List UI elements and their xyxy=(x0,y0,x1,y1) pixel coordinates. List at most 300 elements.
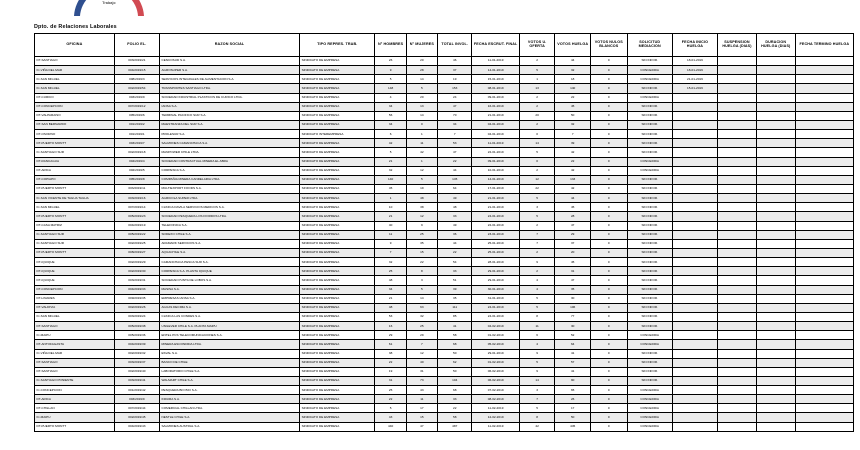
cell-votos_nulos: 0 xyxy=(590,376,627,385)
cell-n_hombres: 21 xyxy=(375,212,406,221)
cell-votos_huelga: 52 xyxy=(555,331,591,340)
cell-solicitud_med: SIN INFOR. xyxy=(627,57,672,66)
cell-n_mujeres: 35 xyxy=(406,239,437,248)
cell-n_hombres: 21 xyxy=(375,157,406,166)
cell-n_hombres: 9 xyxy=(375,66,406,75)
cell-razon_social: ARAMARK SERVICIOS S.A. xyxy=(159,239,299,248)
cell-votos_huelga: 133 xyxy=(555,175,591,184)
table-row xyxy=(35,367,854,376)
cell-fecha_inicio xyxy=(672,139,717,148)
cell-oficina: DT-ARICA xyxy=(35,395,115,404)
cell-oficina: IC-SAN VICENTE DE TAGUA TAGUA xyxy=(35,194,115,203)
cell-suspension xyxy=(718,349,757,358)
cell-n_mujeres: 20 xyxy=(406,93,437,102)
cell-razon_social: SODEXO CHILE S.A. xyxy=(159,230,299,239)
cell-tipo_repres: SINDICATO DE EMPRESA xyxy=(300,312,375,321)
cell-duracion xyxy=(756,294,795,303)
cell-n_hombres: 26 xyxy=(375,57,406,66)
cell-n_mujeres: 29 xyxy=(406,331,437,340)
cell-fecha_escrut: 28-01-2019 xyxy=(472,258,519,267)
cell-n_hombres: 45 xyxy=(375,184,406,193)
cell-fecha_escrut: 30-01-2019 xyxy=(472,285,519,294)
cell-tipo_repres: SINDICATO INTEREMPRESA xyxy=(300,130,375,139)
cell-n_mujeres: 38 xyxy=(406,203,437,212)
cell-fecha_escrut: 21-01-2019 xyxy=(472,203,519,212)
cell-solicitud_med: SIN INFOR. xyxy=(627,212,672,221)
cell-oficina: DT-CASA MATRIZ xyxy=(35,221,115,230)
cell-oficina: DT-IQUIQUE xyxy=(35,276,115,285)
cell-votos_huelga: 41 xyxy=(555,367,591,376)
cell-oficina: IC-CONCEPCION xyxy=(35,386,115,395)
cell-n_hombres: 53 xyxy=(375,312,406,321)
cell-fecha_termino xyxy=(795,422,853,431)
cell-oficina: DT-PUERTO MONTT xyxy=(35,184,115,193)
cell-votos_nulos: 0 xyxy=(590,102,627,111)
cell-votos_oferta: 2 xyxy=(519,221,555,230)
cell-solicitud_med: SIN INFOR. xyxy=(627,294,672,303)
cell-solicitud_med: CONCEDIDA xyxy=(627,404,672,413)
cell-votos_nulos: 0 xyxy=(590,57,627,66)
cell-tipo_repres: SINDICATO DE EMPRESA xyxy=(300,285,375,294)
cell-suspension xyxy=(718,66,757,75)
cell-folio: 005/2019/23 xyxy=(114,212,159,221)
cell-votos_oferta: 5 xyxy=(519,148,555,157)
cell-tipo_repres: SINDICATO DE EMPRESA xyxy=(300,102,375,111)
cell-fecha_termino xyxy=(795,166,853,175)
table-row xyxy=(35,349,854,358)
cell-fecha_inicio xyxy=(672,267,717,276)
cell-solicitud_med: CONCEDIDA xyxy=(627,93,672,102)
cell-tipo_repres: SINDICATO DE EMPRESA xyxy=(300,294,375,303)
cell-n_hombres: 440 xyxy=(375,422,406,431)
cell-votos_huelga: 30 xyxy=(555,322,591,331)
cell-fecha_escrut: 25-01-2019 xyxy=(472,239,519,248)
cell-total_invol: 54 xyxy=(437,258,471,267)
cell-solicitud_med: CONCEDIDA xyxy=(627,331,672,340)
cell-fecha_escrut: 25-01-2019 xyxy=(472,248,519,257)
cell-n_mujeres: 12 xyxy=(406,349,437,358)
cell-tipo_repres: SINDICATO DE EMPRESA xyxy=(300,139,375,148)
cell-votos_oferta: 5 xyxy=(519,303,555,312)
cell-solicitud_med: CONCEDIDA xyxy=(627,75,672,84)
cell-n_mujeres: 43 xyxy=(406,386,437,395)
cell-votos_nulos: 0 xyxy=(590,358,627,367)
cell-razon_social: MINERA ESCONDIDA LTDA. xyxy=(159,340,299,349)
cell-razon_social: AQUACHILE S.A. xyxy=(159,248,299,257)
cell-n_mujeres: 1 xyxy=(406,130,437,139)
cell-votos_oferta: 5 xyxy=(519,294,555,303)
cell-duracion xyxy=(756,404,795,413)
cell-total_invol: 50 xyxy=(437,349,471,358)
cell-suspension xyxy=(718,422,757,431)
cell-n_mujeres: 28 xyxy=(406,66,437,75)
cell-oficina: IC-VIÑA DEL MAR xyxy=(35,66,115,75)
cell-fecha_escrut: 07-02-2019 xyxy=(472,386,519,395)
cell-tipo_repres: SINDICATO DE EMPRESA xyxy=(300,349,375,358)
cell-votos_huelga: 32 xyxy=(555,120,591,129)
cell-duracion xyxy=(756,413,795,422)
cell-votos_huelga: 7 xyxy=(555,130,591,139)
cell-oficina: IC-SAN MIGUEL xyxy=(35,312,115,321)
cell-oficina: DT-CONCEPCION xyxy=(35,102,115,111)
cell-n_hombres: 6 xyxy=(375,130,406,139)
cell-votos_oferta: 5 xyxy=(519,212,555,221)
col-header-oficina: OFICINA xyxy=(35,34,115,57)
cell-tipo_repres: SINDICATO DE EMPRESA xyxy=(300,120,375,129)
cell-fecha_escrut: 11-01-2019 xyxy=(472,139,519,148)
table-row xyxy=(35,157,854,166)
cell-fecha_inicio xyxy=(672,258,717,267)
cell-n_mujeres: 1 xyxy=(406,157,437,166)
cell-oficina: DT-CHILLAN xyxy=(35,404,115,413)
cell-n_mujeres: 14 xyxy=(406,75,437,84)
cell-n_mujeres: 48 xyxy=(406,194,437,203)
cell-razon_social: BANCO DE CHILE xyxy=(159,358,299,367)
cell-fecha_escrut: 16-01-2019 xyxy=(472,102,519,111)
cell-suspension xyxy=(718,276,757,285)
cell-votos_huelga: 64 xyxy=(555,340,591,349)
cell-total_invol: 19 xyxy=(437,75,471,84)
cell-razon_social: CLINICA LAS CONDES S.A. xyxy=(159,312,299,321)
cell-duracion xyxy=(756,386,795,395)
cell-votos_oferta: 3 xyxy=(519,386,555,395)
cell-fecha_escrut: 01-02-2019 xyxy=(472,358,519,367)
cell-folio: 003/2019/11 xyxy=(114,184,159,193)
cell-solicitud_med: SIN INFOR. xyxy=(627,230,672,239)
cell-duracion xyxy=(756,111,795,120)
cell-tipo_repres: SINDICATO DE EMPRESA xyxy=(300,340,375,349)
cell-votos_nulos: 0 xyxy=(590,66,627,75)
cell-tipo_repres: SINDICATO DE EMPRESA xyxy=(300,322,375,331)
cell-fecha_inicio xyxy=(672,376,717,385)
table-row xyxy=(35,376,854,385)
table-row xyxy=(35,404,854,413)
col-header-total_invol: TOTAL INVOL. xyxy=(437,34,471,57)
cell-folio: 003/2019/7 xyxy=(114,139,159,148)
cell-solicitud_med: SIN INFOR. xyxy=(627,148,672,157)
cell-votos_nulos: 0 xyxy=(590,386,627,395)
cell-fecha_escrut: 29-01-2019 xyxy=(472,276,519,285)
cell-votos_huelga: 106 xyxy=(555,303,591,312)
cell-duracion xyxy=(756,212,795,221)
cell-oficina: IC-SANTIAGO SUR xyxy=(35,230,115,239)
cell-solicitud_med: SIN INFOR. xyxy=(627,303,672,312)
cell-votos_oferta: 14 xyxy=(519,376,555,385)
cell-total_invol: 51 xyxy=(437,276,471,285)
cell-votos_huelga: 20 xyxy=(555,248,591,257)
cell-oficina: DT-SANTIAGO xyxy=(35,367,115,376)
cell-duracion xyxy=(756,331,795,340)
cell-razon_social: INDURA S.A. xyxy=(159,395,299,404)
cell-total_invol: 41 xyxy=(437,322,471,331)
cell-folio: 001/2019/42 xyxy=(114,386,159,395)
cell-duracion xyxy=(756,276,795,285)
cell-fecha_escrut: 21-01-2019 xyxy=(472,111,519,120)
cell-solicitud_med: SIN INFOR. xyxy=(627,111,672,120)
cell-votos_oferta: 2 xyxy=(519,166,555,175)
cell-votos_oferta: 7 xyxy=(519,395,555,404)
cell-suspension xyxy=(718,413,757,422)
cell-suspension xyxy=(718,331,757,340)
cell-votos_oferta: 11 xyxy=(519,322,555,331)
cell-votos_oferta: 22 xyxy=(519,184,555,193)
cell-tipo_repres: SINDICATO DE EMPRESA xyxy=(300,166,375,175)
cell-fecha_inicio xyxy=(672,294,717,303)
cell-suspension xyxy=(718,303,757,312)
cell-fecha_inicio: 21-01-2019 xyxy=(672,75,717,84)
cell-suspension xyxy=(718,312,757,321)
cell-fecha_termino xyxy=(795,57,853,66)
cell-votos_nulos: 0 xyxy=(590,258,627,267)
cell-folio: 007/2019/12 xyxy=(114,102,159,111)
cell-votos_nulos: 0 xyxy=(590,276,627,285)
cell-solicitud_med: SIN INFOR. xyxy=(627,239,672,248)
cell-votos_oferta: 0 xyxy=(519,157,555,166)
cell-oficina: IC-SANTIAGO PONIENTE xyxy=(35,376,115,385)
cell-suspension xyxy=(718,84,757,93)
cell-suspension xyxy=(718,358,757,367)
cell-votos_nulos: 0 xyxy=(590,248,627,257)
cell-fecha_escrut: 24-01-2019 xyxy=(472,212,519,221)
cell-fecha_termino xyxy=(795,111,853,120)
col-header-solicitud_med: SOLICITUD MEDIACION xyxy=(627,34,672,57)
cell-fecha_inicio xyxy=(672,404,717,413)
cell-n_hombres: 19 xyxy=(375,367,406,376)
cell-tipo_repres: SINDICATO DE EMPRESA xyxy=(300,258,375,267)
cell-fecha_termino xyxy=(795,230,853,239)
cell-fecha_escrut: 15-01-2019 xyxy=(472,75,519,84)
cell-fecha_inicio xyxy=(672,340,717,349)
table-header-row xyxy=(35,34,854,57)
cell-razon_social: SERVICIOS INTEGRALES DE ALIMENTACION S.A. xyxy=(159,75,299,84)
cell-tipo_repres: SINDICATO DE EMPRESA xyxy=(300,221,375,230)
cell-votos_nulos: 0 xyxy=(590,75,627,84)
table-row xyxy=(35,285,854,294)
cell-votos_nulos: 0 xyxy=(590,203,627,212)
cell-total_invol: 49 xyxy=(437,221,471,230)
cell-solicitud_med: SIN INFOR. xyxy=(627,322,672,331)
cell-total_invol: 44 xyxy=(437,166,471,175)
cell-total_invol: 58 xyxy=(437,413,471,422)
cell-fecha_inicio xyxy=(672,422,717,431)
cell-tipo_repres: SINDICATO DE EMPRESA xyxy=(300,331,375,340)
cell-fecha_termino xyxy=(795,157,853,166)
cell-votos_nulos: 0 xyxy=(590,130,627,139)
cell-total_invol: 104 xyxy=(437,376,471,385)
cell-n_mujeres: 0 xyxy=(406,120,437,129)
cell-fecha_termino xyxy=(795,285,853,294)
cell-votos_nulos: 0 xyxy=(590,157,627,166)
cell-solicitud_med: SIN INFOR. xyxy=(627,285,672,294)
cell-votos_huelga: 31 xyxy=(555,267,591,276)
cell-suspension xyxy=(718,166,757,175)
cell-fecha_termino xyxy=(795,239,853,248)
cell-suspension xyxy=(718,322,757,331)
cell-n_hombres: 48 xyxy=(375,303,406,312)
cell-fecha_inicio xyxy=(672,93,717,102)
cell-votos_oferta: 2 xyxy=(519,248,555,257)
cell-n_hombres: 148 xyxy=(375,84,406,93)
table-row xyxy=(35,111,854,120)
cell-votos_oferta: 9 xyxy=(519,258,555,267)
table-row xyxy=(35,340,854,349)
table-row xyxy=(35,203,854,212)
cell-oficina: DT-VALPARAISO xyxy=(35,111,115,120)
cell-oficina: DT-VALDIVIA xyxy=(35,303,115,312)
cell-fecha_escrut: 22-01-2019 xyxy=(472,221,519,230)
cell-oficina: DT-SANTIAGO xyxy=(35,322,115,331)
cell-fecha_termino xyxy=(795,175,853,184)
cell-votos_huelga: 50 xyxy=(555,111,591,120)
cell-total_invol: 33 xyxy=(437,395,471,404)
department-title: Dpto. de Relaciones Laborales xyxy=(34,24,117,30)
cell-folio: 001/2019/2 xyxy=(114,120,159,129)
cell-oficina: DT-ARICA xyxy=(35,166,115,175)
cell-folio: 002/2019/5 xyxy=(114,166,159,175)
cell-fecha_inicio xyxy=(672,157,717,166)
cell-votos_oferta: 8 xyxy=(519,413,555,422)
cell-votos_nulos: 0 xyxy=(590,230,627,239)
cell-votos_oferta: 1 xyxy=(519,75,555,84)
cell-n_mujeres: 25 xyxy=(406,230,437,239)
cell-total_invol: 35 xyxy=(437,294,471,303)
cell-fecha_termino xyxy=(795,212,853,221)
cell-solicitud_med: SIN INFOR. xyxy=(627,102,672,111)
cell-votos_oferta: 6 xyxy=(519,331,555,340)
cell-fecha_escrut: 10-01-2019 xyxy=(472,166,519,175)
cell-solicitud_med: CONCEDIDA xyxy=(627,166,672,175)
cell-razon_social: EMPRESAS IANSA S.A. xyxy=(159,294,299,303)
cell-suspension xyxy=(718,367,757,376)
cell-votos_oferta: 4 xyxy=(519,276,555,285)
cell-votos_huelga: 42 xyxy=(555,184,591,193)
cell-n_mujeres: 19 xyxy=(406,184,437,193)
cell-oficina: DT-PUERTO MONTT xyxy=(35,248,115,257)
cell-n_mujeres: 3 xyxy=(406,276,437,285)
cell-folio: 002/2019/26 xyxy=(114,303,159,312)
cell-oficina: DT-LINARES xyxy=(35,294,115,303)
table-row xyxy=(35,331,854,340)
cell-fecha_termino xyxy=(795,312,853,321)
cell-votos_oferta: 2 xyxy=(519,120,555,129)
cell-votos_oferta: 20 xyxy=(519,111,555,120)
cell-razon_social: CORPESCA S.A. PLANTA IQUIQUE xyxy=(159,267,299,276)
table-row xyxy=(35,267,854,276)
table-row xyxy=(35,258,854,267)
cell-n_mujeres: 5 xyxy=(406,285,437,294)
cell-solicitud_med: SIN INFOR. xyxy=(627,267,672,276)
cell-solicitud_med: CONCEDIDA xyxy=(627,413,672,422)
cell-suspension xyxy=(718,139,757,148)
cell-votos_oferta: 2 xyxy=(519,102,555,111)
cell-votos_huelga: 44 xyxy=(555,57,591,66)
cell-votos_nulos: 0 xyxy=(590,148,627,157)
cell-suspension xyxy=(718,203,757,212)
cell-oficina: DT-CURICO xyxy=(35,93,115,102)
cell-votos_huelga: 90 xyxy=(555,376,591,385)
cell-fecha_inicio xyxy=(672,221,717,230)
cell-votos_nulos: 0 xyxy=(590,221,627,230)
cell-fecha_termino xyxy=(795,93,853,102)
cell-votos_oferta: 7 xyxy=(519,239,555,248)
cell-votos_oferta: 5 xyxy=(519,404,555,413)
direccion-del-trabajo-logo xyxy=(70,0,148,20)
cell-folio: 003/2019/21 xyxy=(114,57,159,66)
cell-n_mujeres: 22 xyxy=(406,258,437,267)
cell-duracion xyxy=(756,248,795,257)
cell-fecha_inicio xyxy=(672,285,717,294)
cell-n_hombres: 10 xyxy=(375,203,406,212)
cell-duracion xyxy=(756,358,795,367)
cell-tipo_repres: SINDICATO DE EMPRESA xyxy=(300,413,375,422)
cell-votos_huelga: 47 xyxy=(555,276,591,285)
cell-duracion xyxy=(756,194,795,203)
cell-votos_nulos: 0 xyxy=(590,395,627,404)
cell-fecha_inicio xyxy=(672,349,717,358)
cell-votos_nulos: 0 xyxy=(590,239,627,248)
cell-tipo_repres: SINDICATO DE EMPRESA xyxy=(300,212,375,221)
cell-suspension xyxy=(718,340,757,349)
table-row xyxy=(35,139,854,148)
cell-tipo_repres: SINDICATO DE EMPRESA xyxy=(300,386,375,395)
cell-oficina: DT-RANCAGUA xyxy=(35,157,115,166)
col-header-tipo_repres: TIPO REPRES. TRAB. xyxy=(300,34,375,57)
cell-folio: 007/2019/14 xyxy=(114,203,159,212)
cell-n_hombres: 11 xyxy=(375,230,406,239)
cell-solicitud_med: SIN INFOR. xyxy=(627,358,672,367)
cell-duracion xyxy=(756,376,795,385)
cell-oficina: IC-SAN MIGUEL xyxy=(35,84,115,93)
cell-fecha_inicio xyxy=(672,413,717,422)
cell-total_invol: 39 xyxy=(437,285,471,294)
cell-n_hombres: 5 xyxy=(375,148,406,157)
cell-votos_huelga: 50 xyxy=(555,413,591,422)
cell-fecha_escrut: 09-01-2019 xyxy=(472,93,519,102)
cell-votos_oferta: 9 xyxy=(519,367,555,376)
table-row xyxy=(35,184,854,193)
col-header-razon_social: RAZON SOCIAL xyxy=(159,34,299,57)
cell-fecha_termino xyxy=(795,221,853,230)
cell-suspension xyxy=(718,102,757,111)
col-header-duracion: DURACION HUELGA (DIAS) xyxy=(756,34,795,57)
table-row xyxy=(35,120,854,129)
cell-n_mujeres: 15 xyxy=(406,248,437,257)
cell-duracion xyxy=(756,66,795,75)
cell-duracion xyxy=(756,285,795,294)
cell-duracion xyxy=(756,221,795,230)
cell-fecha_termino xyxy=(795,102,853,111)
cell-n_mujeres: 63 xyxy=(406,303,437,312)
cell-oficina: DT-IQUIQUE xyxy=(35,258,115,267)
cell-suspension xyxy=(718,376,757,385)
cell-n_hombres: 43 xyxy=(375,413,406,422)
cell-total_invol: 50 xyxy=(437,367,471,376)
cell-votos_oferta: 5 xyxy=(519,358,555,367)
cell-fecha_escrut: 22-01-2019 xyxy=(472,148,519,157)
cell-n_hombres: 32 xyxy=(375,258,406,267)
cell-oficina: IC-MAIPU xyxy=(35,413,115,422)
cell-solicitud_med: SIN INFOR. xyxy=(627,248,672,257)
cell-razon_social: COMERCIAL CHILLAN LTDA. xyxy=(159,404,299,413)
cell-folio: 009/2019/35 xyxy=(114,294,159,303)
cell-folio: 002/2019/54 xyxy=(114,84,159,93)
table-row xyxy=(35,93,854,102)
cell-tipo_repres: SINDICATO DE EMPRESA xyxy=(300,194,375,203)
cell-folio: 004/2019/15 xyxy=(114,66,159,75)
cell-folio: 005/2019/36 xyxy=(114,331,159,340)
cell-razon_social: AGROSUPER S.A. xyxy=(159,66,299,75)
cell-fecha_termino xyxy=(795,322,853,331)
